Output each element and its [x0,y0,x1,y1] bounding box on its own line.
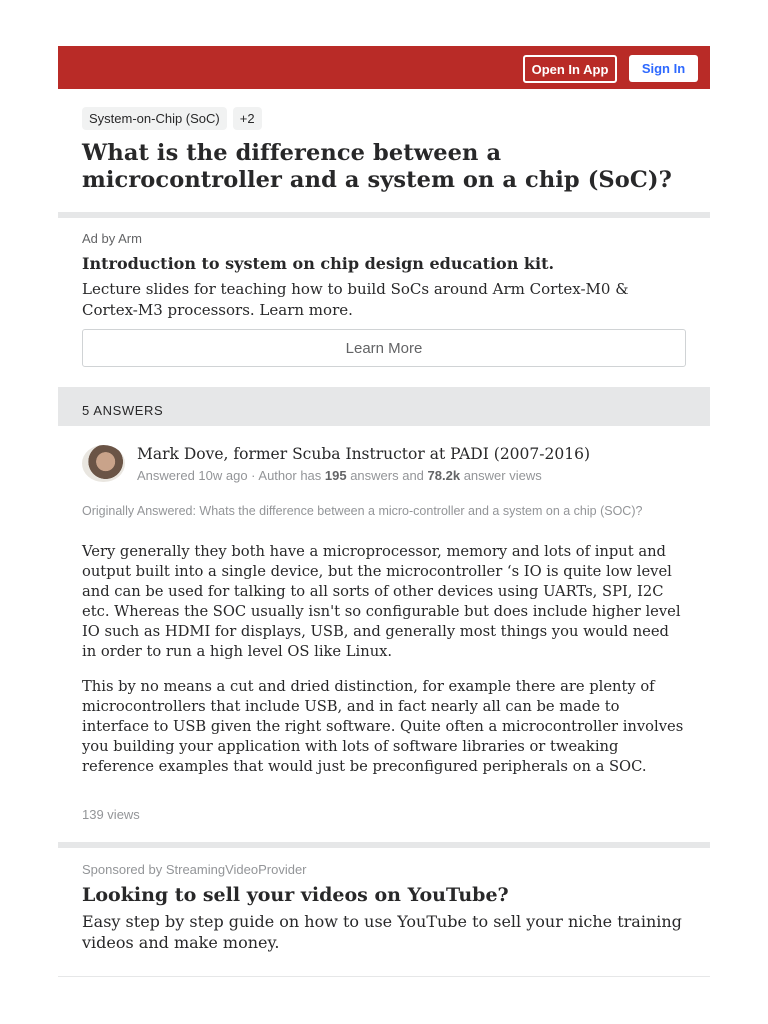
originally-answered[interactable]: Originally Answered: Whats the difference between a micro-controller and a system on a chip (SOC)? [82,504,643,518]
answers-text: answers and [346,468,428,483]
answered-text: Answered 10w ago · Author has [137,468,325,483]
sponsored-body: Easy step by step guide on how to use YouTube to sell your niche training videos and make money. [82,912,682,952]
answer-meta [137,468,542,483]
topic-tag[interactable]: System-on-Chip (SoC) [82,107,227,130]
learn-more-button[interactable]: Learn More [82,329,686,367]
sponsored-label: Sponsored by StreamingVideoProvider [82,862,307,877]
topic-list [82,107,262,130]
more-topics-tag[interactable]: +2 [233,107,262,130]
answers-header [58,387,710,426]
answer-paragraph: This by no means a cut and dried distinction, for example there are plenty of microcontrollers that include USB, and in fact nearly all can be made to interface to USB given the right software. Quite often a microcontroller involves you building your application with lots of software libraries or tweaking reference examples that would just be preconfigured peripherals on a SOC. [82,678,684,776]
section-divider [58,212,710,218]
avatar[interactable] [82,445,125,482]
answer-count: 195 [324,468,347,483]
author-name[interactable]: Mark Dove, former Scuba Instructor at PADI (2007-2016) [137,445,590,463]
ad-label: Ad by Arm [82,231,142,246]
ad-title[interactable]: Introduction to system on chip design education kit. [82,254,555,273]
answer-paragraph: Very generally they both have a microprocessor, memory and lots of input and output built into a single device, but the microcontroller ‘s IO is quite low level and can be used for talking to all sorts of other devices using UARTs, SPI, I2C etc. Whereas the SOC usually isn't so configurable but does include higher level IO such as HDMI for displays, USB, and generally most things you would need in order to run a high level OS like Linux. [82,543,681,661]
answer-views: 139 views [82,807,140,822]
sponsored-title[interactable]: Looking to sell your videos on YouTube? [82,884,509,906]
section-divider [58,842,710,848]
answer-views-count: 78.2k [427,468,461,483]
sign-in-button[interactable]: Sign In [629,55,698,82]
views-text: answer views [460,468,542,483]
top-bar [58,46,710,89]
bottom-divider [58,976,710,977]
question-title: What is the difference between a microcontroller and a system on a chip (SoC)? [82,140,672,193]
open-in-app-button[interactable]: Open In App [523,55,617,83]
ad-body: Lecture slides for teaching how to build SoCs around Arm Cortex-M0 & Cortex-M3 processors. Learn more. [82,280,629,319]
answers-count: 5 ANSWERS [82,403,164,418]
